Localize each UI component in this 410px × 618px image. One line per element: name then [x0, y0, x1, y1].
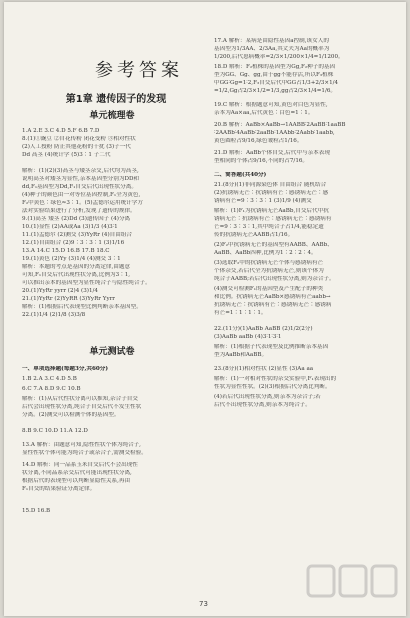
text-line: 20.B 解析：AaBb×AaBb→1AABB∶2AaBB∶1aaBB — [214, 122, 346, 128]
text-line: 21.(1)YyRr (2)YyRR (3)YyRr Yyrr — [22, 296, 115, 302]
text-line: 22.(11分)(1)AaBb AaBB (2)1/2(2分) — [214, 326, 313, 332]
text-line: 后代会出现性状分离,纯合子自交后代不发生性状 — [22, 404, 142, 410]
chapter-heading: 第1章 遗传因子的发现 — [65, 94, 167, 105]
text-line: 后代不出现性状分离,则亲本为纯合子。 — [214, 402, 311, 408]
text-line: 10.(1)显性 (2)AA或Aa (3)1/3 (4)3∶1 — [22, 224, 118, 230]
text-line: 12.(1)自由组合 (2)9∶3∶3∶1 (3)1/16 — [22, 240, 125, 246]
text-line: 状分离,不同品系杂交后代可能出现性状分离, — [22, 470, 132, 476]
text-line: 根据后代的表现型可以判断显隐性关系,再由 — [22, 478, 131, 484]
text-line: 13.A 14.C 15.D 16.B 17.B 18.C — [22, 248, 110, 254]
text-line: 黄色圆粒占9/16,绿色皱粒占1/16。 — [214, 138, 303, 144]
watermark-logo — [304, 558, 400, 608]
text-line: (4)测交可检测F₁的基因型及产生配子的种类 — [214, 286, 324, 292]
text-line: 6.C 7.A 8.D 9.C 10.B — [22, 386, 81, 392]
text-line: 22.(1)1/4 (2)1/8 (3)3/8 — [22, 312, 86, 318]
text-line: 解析：(1)根据后代表现型比例判断亲本基因型。 — [22, 304, 142, 310]
text-line: 型相同的个体占9/16,不同的占7/16。 — [214, 158, 309, 164]
text-line: 有芒=1∶1∶1∶1。 — [214, 310, 267, 316]
page-title: 参考答案 — [95, 60, 183, 81]
text-line: 13.A 解析：由题意可知,隐性性状个体为纯合子, — [22, 442, 141, 448]
text-line: 8.B 9.C 10.D 11.A 12.D — [22, 428, 88, 434]
text-line: 中GG∶Gg=1∶2,F₃自交后代中GG占1/3+2/3×1/4 — [214, 80, 339, 86]
text-line: (4)种子的颜色由一对等位基因控制,F₁全为黄色, — [22, 192, 141, 198]
text-line: 分离。(2)测交可以检测个体的基因型。 — [22, 412, 120, 418]
text-line: 11.(1)孟德尔 (2)测交 (3)YyRr (4)自由组合 — [22, 232, 133, 238]
text-line: 一、单项选择题(每题3分,共60分) — [22, 366, 109, 372]
text-line: 解析：(1)从后代性状分离可以推知,杂合子自交 — [22, 396, 138, 402]
text-line: 型为GG、Gg、gg,由于gg不能存活,所以F₃植株 — [214, 72, 334, 78]
text-line: 18.D 解析：F₂植株的基因型为Gg,F₂种子的基因 — [214, 64, 336, 70]
text-line: 基因型为1/3AA、2/3Aa,其丈夫为Aa的概率为 — [214, 46, 330, 52]
text-line: 解析：(1)(2)(3)高茎与矮茎杂交,后代均为高茎, — [22, 168, 139, 174]
text-line: 解析：(1)一对相对性状的杂交实验中,F₁表现出的 — [214, 376, 337, 382]
text-line: 20.(1)YyRr yyrr (2)4 (3)1/4 — [22, 288, 98, 294]
text-line: 纯合子AABB;若后代出现性状分离,则为杂合子。 — [214, 276, 335, 282]
text-line: Dd 高茎 (4)统计学 (5)3∶1 子二代 — [22, 152, 111, 158]
text-line: =1/2,Gg占2/3×1/2=1/3,gg占2/3×1/4=1/6。 — [214, 88, 337, 94]
text-line: 19.C 解析：根据题意可知,黄色对白色为显性, — [214, 102, 328, 108]
text-line: 1.B 2.A 3.C 4.D 5.B — [22, 376, 77, 382]
text-line: 锈病有芒=9∶3∶3∶1 (3)1/9 (4)测交 — [214, 198, 312, 204]
text-line: (2)抗锈病无芒∶抗锈病有芒∶感锈病无芒∶感 — [214, 190, 329, 196]
text-line: 解析：(1)F₁为抗锈病无芒AaBb,自交后代中抗 — [214, 208, 329, 214]
text-line: 1/200,后代患病概率=2/3×1/200×1/4=1/1200。 — [214, 54, 344, 60]
text-line: F₂中黄色∶绿色≈3∶1。(5)孟德尔运用统计学方 — [22, 200, 143, 206]
text-line: 亲本为Aa×aa,后代黄色∶白色=1∶1。 — [214, 110, 314, 116]
text-line: 23.(8分)(1)相对性状 (2)显性 (3)Aa aa — [214, 366, 314, 372]
text-line: (4)若后代出现性状分离,则亲本为杂合子;若 — [214, 394, 321, 400]
text-line: 性状为显性性状。(2)(3)根据后代分离比判断。 — [214, 384, 331, 390]
text-line: 21.D 解析：AaBb个体自交,后代中与亲本表现 — [214, 150, 330, 156]
text-line: 芒=9∶3∶3∶1,其中纯合子占1/4,能稳定遗 — [214, 224, 324, 230]
page-number: 73 — [199, 600, 208, 608]
answer-page — [4, 2, 406, 616]
text-line: 抗锈病无芒∶抗锈病有芒∶感锈病无芒∶感锈病 — [214, 302, 332, 308]
text-line: AaBB、AaBb四种,比例为1∶2∶2∶4。 — [214, 250, 317, 256]
text-line: 14.D 解析：同一品系玉米自交后代不会出现性 — [22, 462, 138, 468]
text-line: (2)F₂中抗锈病无芒的基因型有AABB、AABb、 — [214, 242, 333, 248]
text-line: (3)AaBb aaBb (4)3∶1∶3∶1 — [214, 334, 282, 340]
text-line: 解析：本题的考点是基因的分离定律,由题意 — [22, 264, 131, 270]
text-line: ∶2AABb∶4AaBb∶2aaBb∶1AAbb∶2Aabb∶1aabb, — [214, 130, 335, 136]
text-line: 解析：(1)根据子代表现型及比例推断亲本基因 — [214, 344, 329, 350]
text-line: 可以推出亲本的基因型为显性纯合子与隐性纯合子。 — [22, 280, 151, 286]
text-line: dd,F₁基因型为Dd,F₁自交后代出现性状分离。 — [22, 184, 137, 190]
section-heading-test: 单元测试卷 — [89, 347, 135, 357]
text-line: 显性性状个体可能为纯合子或杂合子,需测交检验。 — [22, 450, 147, 456]
section-heading-review: 单元梳理卷 — [89, 111, 135, 121]
text-line: F₁自交的结果验证分离定律。 — [22, 486, 96, 492]
text-line: 和比例。抗锈病无芒AaBb×感锈病有芒aabb→ — [214, 294, 331, 300]
text-line: 17.A 解析：某病是由隐性基因a控制,该女人的 — [214, 38, 329, 44]
text-line: 传的抗锈病无芒AABB占1/16。 — [214, 232, 294, 238]
text-line: 8.(1)①豌豆 ②自花传粉 闭花受粉 ③相对性状 — [22, 136, 136, 142]
text-line: 法对实验结果进行了分析,发现了遗传的规律。 — [22, 208, 136, 214]
text-line: 型为AaBb和AaBB。 — [214, 352, 268, 358]
text-line: 9.(1)高茎 矮茎 (2)Dd (3)遗传因子 (4)分离 — [22, 216, 131, 222]
text-line: 15.D 16.B — [22, 508, 51, 514]
text-line: (3)选取F₂中的抗锈病无芒个体与感锈病有芒 — [214, 260, 324, 266]
text-line: 1.A 2.E 3.C 4.D 5.F 6.B 7.D — [22, 128, 100, 134]
text-line: 19.(1)黄色 (2)Yy (3)1/4 (4)测交 3∶1 — [22, 256, 121, 262]
text-line: 可知,F₁自交后代出现性状分离,比例为3∶1, — [22, 272, 131, 278]
text-line: 个体杂交,若后代全为抗锈病无芒,则该个体为 — [214, 268, 324, 274]
text-line: 锈病无芒∶抗锈病有芒∶感锈病无芒∶感锈病有 — [214, 216, 332, 222]
text-line: 21.(8分)(1)非同源染色体 自由组合 随机结合 — [214, 182, 327, 188]
text-line: (2)人工授粉 防止其他花粉的干扰 (3)子一代 — [22, 144, 131, 150]
text-line: 二、简答题(共40分) — [214, 172, 267, 178]
text-line: 说明高茎对矮茎为显性,亲本基因型分别为DD和 — [22, 176, 140, 182]
